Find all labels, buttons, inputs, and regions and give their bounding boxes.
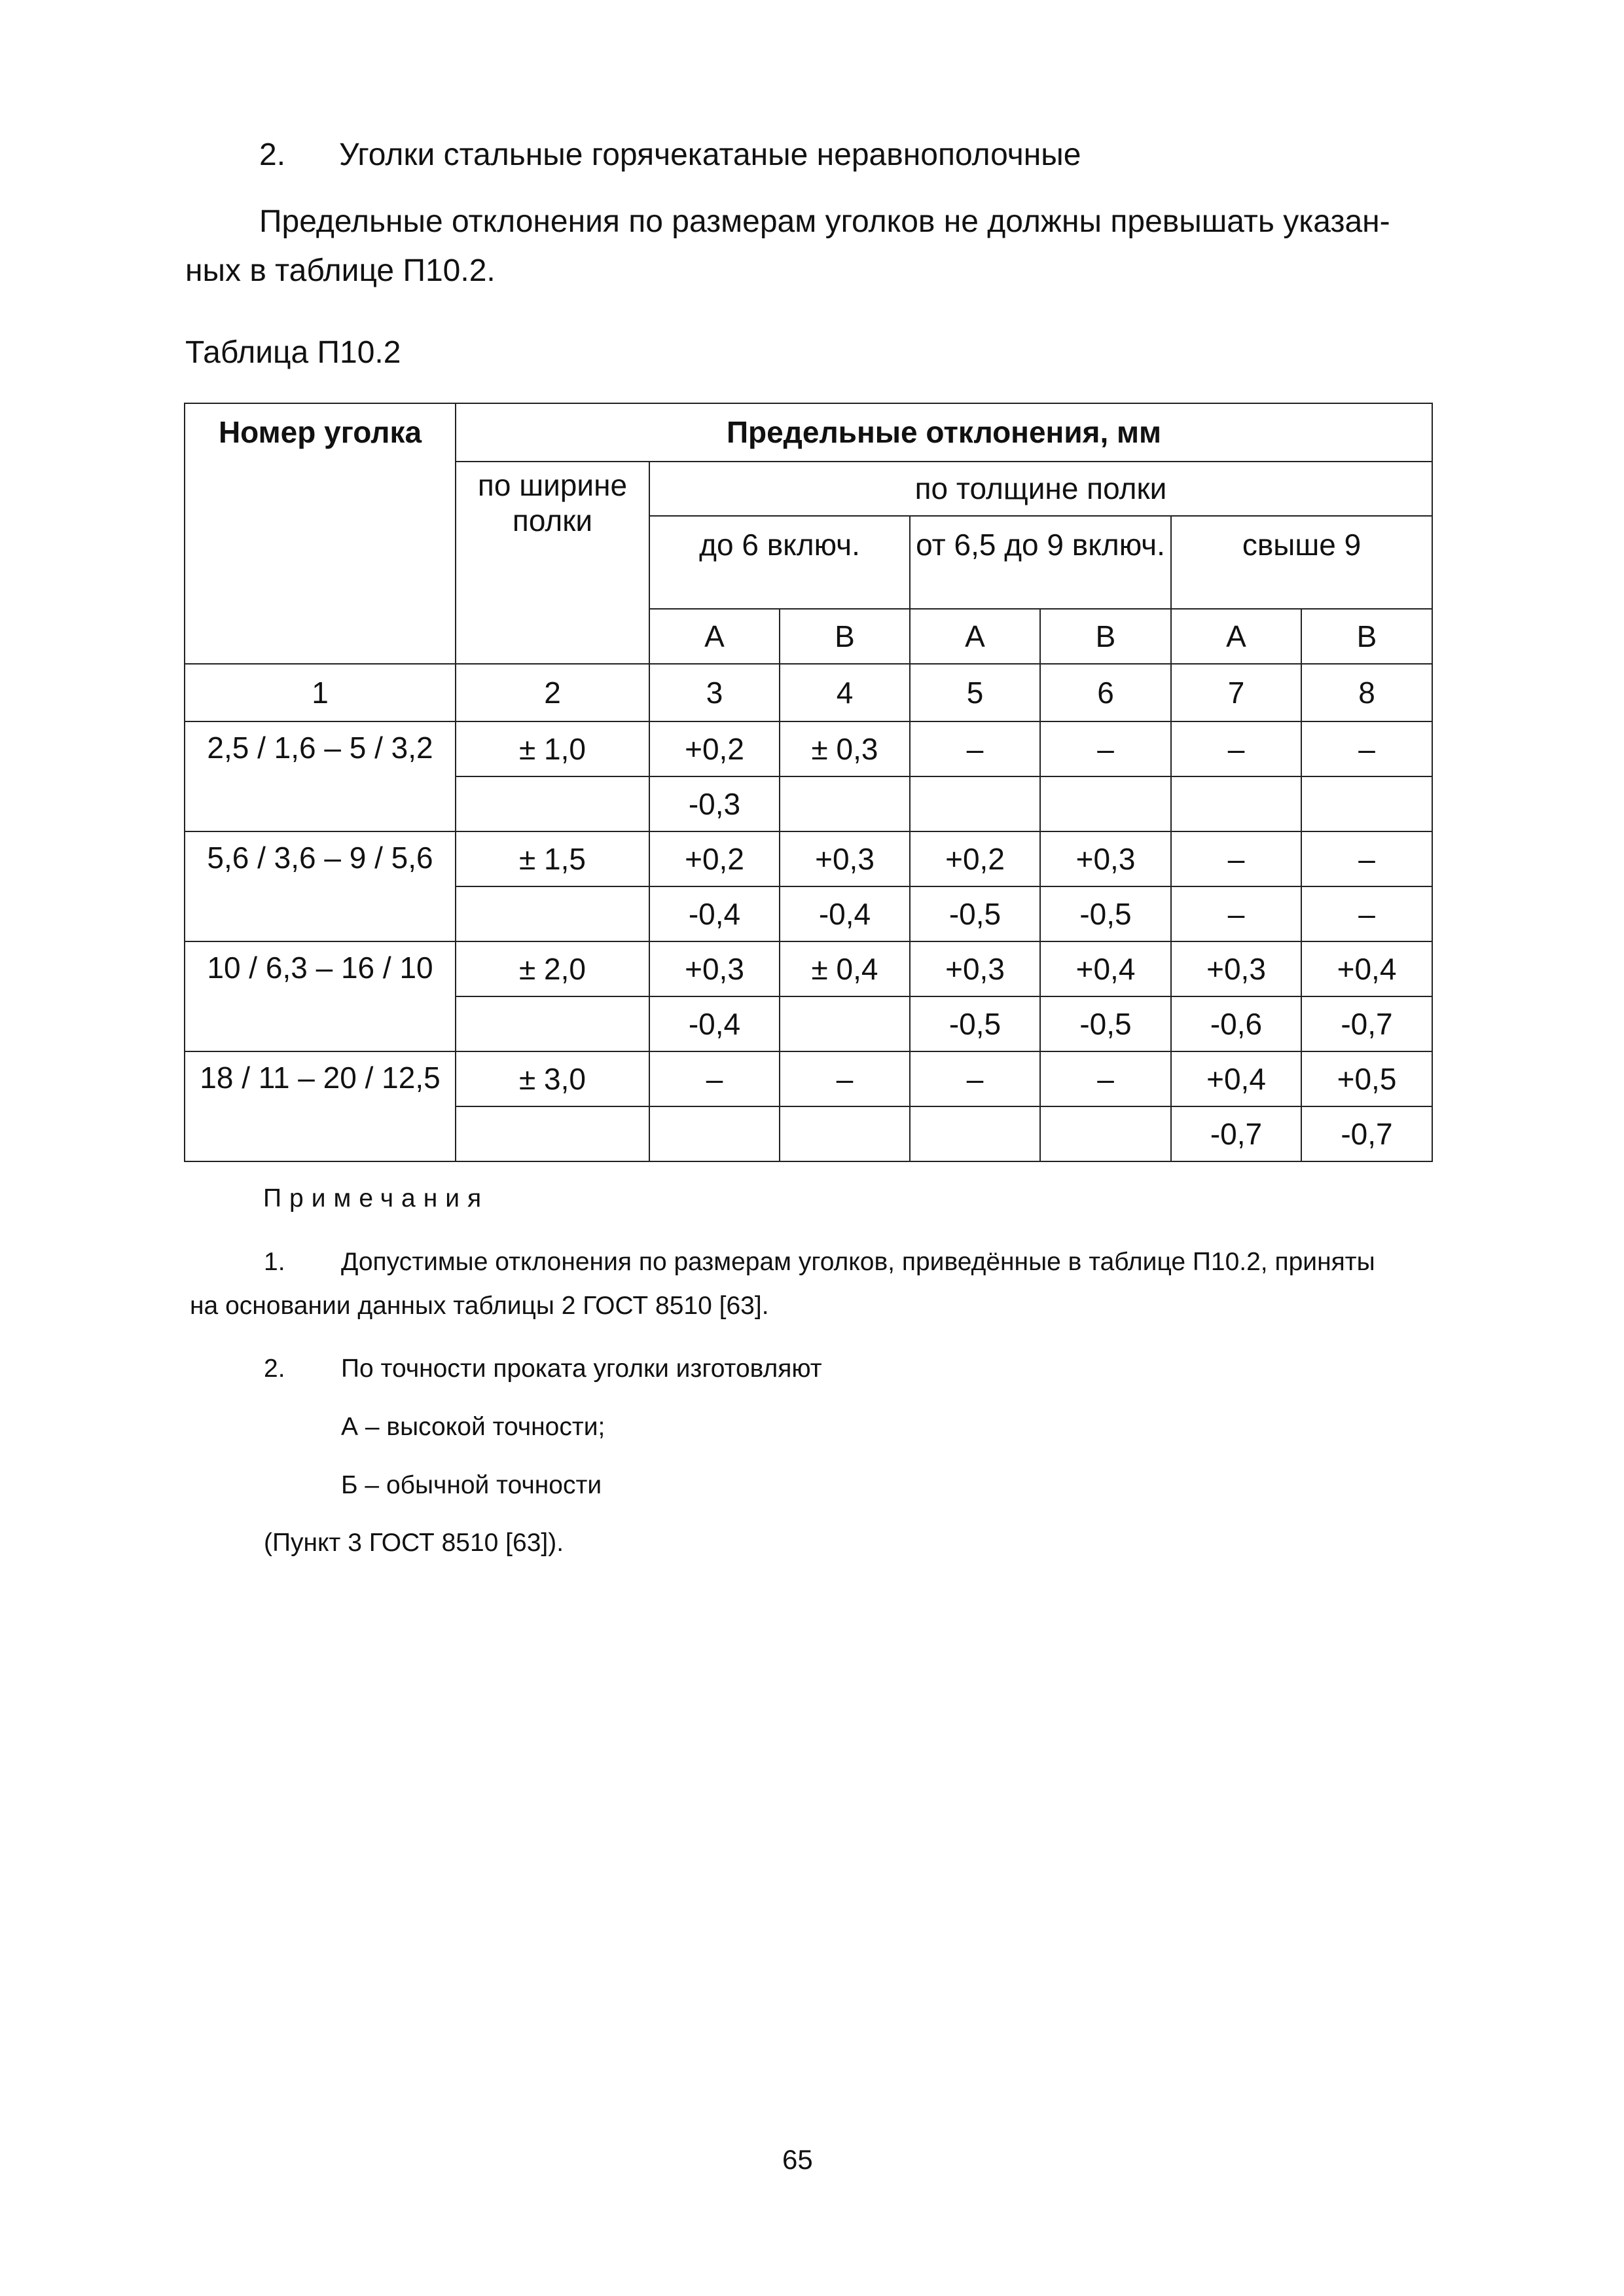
header-deviations: Предельные отклонения, мм: [456, 403, 1432, 462]
lower-deviation-cell: -0,5: [910, 886, 1040, 941]
lower-deviation-cell: -0,5: [1040, 996, 1171, 1051]
column-number: 3: [649, 664, 780, 721]
note-1-number: 1.: [264, 1248, 285, 1276]
notes-title: Примечания: [263, 1184, 490, 1212]
lower-deviation-cell: -0,7: [1301, 996, 1432, 1051]
upper-deviation-cell: +0,3: [1171, 941, 1301, 996]
upper-deviation-cell: +0,3: [780, 831, 910, 886]
section-heading: [259, 136, 1081, 174]
column-number: 1: [185, 664, 456, 721]
column-number: 4: [780, 664, 910, 721]
section-number: 2.: [259, 137, 286, 172]
lower-deviation-cell: [910, 776, 1040, 831]
upper-deviation-cell: –: [1040, 721, 1171, 776]
grade-label: В: [780, 609, 910, 664]
lower-deviation-cell: –: [1171, 886, 1301, 941]
header-from-6-5-to-9: от 6,5 до 9 включ.: [910, 516, 1171, 609]
empty-cell: [456, 1106, 649, 1161]
lower-deviation-cell: -0,7: [1171, 1106, 1301, 1161]
lower-deviation-cell: [780, 776, 910, 831]
upper-deviation-cell: +0,4: [1171, 1051, 1301, 1106]
upper-deviation-cell: –: [910, 721, 1040, 776]
grade-label: А: [649, 609, 780, 664]
angle-number-cell: 2,5 / 1,6 – 5 / 3,2: [185, 721, 456, 831]
lower-deviation-cell: [780, 1106, 910, 1161]
upper-deviation-cell: –: [649, 1051, 780, 1106]
grade-label: В: [1301, 609, 1432, 664]
upper-deviation-cell: –: [910, 1051, 1040, 1106]
lower-deviation-cell: -0,3: [649, 776, 780, 831]
header-up-to-6: до 6 включ.: [649, 516, 910, 609]
section-title: Уголки стальные горячекатаные неравнополочные: [339, 137, 1081, 172]
note-2-text: По точности проката уголки изготовляют: [341, 1355, 822, 1383]
note-1-text: Допустимые отклонения по размерам уголков, приведённые в таблице П10.2, приняты: [341, 1248, 1375, 1276]
page-number: 65: [782, 2144, 813, 2175]
header-width: по ширине полки: [456, 462, 649, 664]
column-number: 2: [456, 664, 649, 721]
upper-deviation-cell: –: [780, 1051, 910, 1106]
empty-cell: [456, 886, 649, 941]
upper-deviation-cell: +0,2: [910, 831, 1040, 886]
upper-deviation-cell: +0,4: [1040, 941, 1171, 996]
note-1-line-1: [264, 1247, 1375, 1278]
upper-deviation-cell: +0,3: [649, 941, 780, 996]
lower-deviation-cell: [780, 996, 910, 1051]
upper-deviation-cell: +0,2: [649, 721, 780, 776]
column-number: 8: [1301, 664, 1432, 721]
column-number: 6: [1040, 664, 1171, 721]
upper-deviation-cell: –: [1301, 831, 1432, 886]
width-deviation-cell: ± 1,5: [456, 831, 649, 886]
grade-label: В: [1040, 609, 1171, 664]
column-number: 7: [1171, 664, 1301, 721]
lower-deviation-cell: [910, 1106, 1040, 1161]
upper-deviation-cell: +0,2: [649, 831, 780, 886]
reference-note: (Пункт 3 ГОСТ 8510 [63]).: [264, 1529, 564, 1557]
lower-deviation-cell: [1171, 776, 1301, 831]
lower-deviation-cell: -0,4: [649, 886, 780, 941]
lower-deviation-cell: -0,5: [1040, 886, 1171, 941]
upper-deviation-cell: +0,4: [1301, 941, 1432, 996]
angle-number-cell: 18 / 11 – 20 / 12,5: [185, 1051, 456, 1161]
lower-deviation-cell: –: [1301, 886, 1432, 941]
note-1-line-2: на основании данных таблицы 2 ГОСТ 8510 [63].: [190, 1292, 769, 1320]
lower-deviation-cell: [1040, 1106, 1171, 1161]
empty-cell: [456, 996, 649, 1051]
intro-line-2: ных в таблице П10.2.: [185, 253, 496, 288]
width-deviation-cell: ± 1,0: [456, 721, 649, 776]
header-angle-number: Номер уголка: [185, 403, 456, 664]
empty-cell: [456, 776, 649, 831]
upper-deviation-cell: –: [1171, 721, 1301, 776]
deviations-table: [184, 403, 1433, 1162]
upper-deviation-cell: –: [1171, 831, 1301, 886]
width-deviation-cell: ± 2,0: [456, 941, 649, 996]
lower-deviation-cell: -0,6: [1171, 996, 1301, 1051]
header-over-9: свыше 9: [1171, 516, 1432, 609]
column-number: 5: [910, 664, 1040, 721]
grade-label: А: [1171, 609, 1301, 664]
grade-label: А: [910, 609, 1040, 664]
lower-deviation-cell: [1040, 776, 1171, 831]
note-2-number: 2.: [264, 1355, 285, 1383]
table-caption: Таблица П10.2: [185, 335, 401, 370]
upper-deviation-cell: –: [1301, 721, 1432, 776]
lower-deviation-cell: -0,4: [780, 886, 910, 941]
upper-deviation-cell: ± 0,4: [780, 941, 910, 996]
upper-deviation-cell: +0,5: [1301, 1051, 1432, 1106]
angle-number-cell: 5,6 / 3,6 – 9 / 5,6: [185, 831, 456, 941]
upper-deviation-cell: ± 0,3: [780, 721, 910, 776]
lower-deviation-cell: [1301, 776, 1432, 831]
lower-deviation-cell: -0,7: [1301, 1106, 1432, 1161]
upper-deviation-cell: –: [1040, 1051, 1171, 1106]
grade-b-note: Б – обычной точности: [341, 1471, 602, 1499]
grade-a-note: А – высокой точности;: [341, 1413, 605, 1441]
angle-number-cell: 10 / 6,3 – 16 / 10: [185, 941, 456, 1051]
intro-line-1: Предельные отклонения по размерам уголков не должны превышать указан-: [259, 204, 1390, 239]
lower-deviation-cell: -0,4: [649, 996, 780, 1051]
header-thickness: по толщине полки: [649, 462, 1432, 516]
lower-deviation-cell: -0,5: [910, 996, 1040, 1051]
upper-deviation-cell: +0,3: [1040, 831, 1171, 886]
width-deviation-cell: ± 3,0: [456, 1051, 649, 1106]
upper-deviation-cell: +0,3: [910, 941, 1040, 996]
note-2: [264, 1354, 822, 1385]
lower-deviation-cell: [649, 1106, 780, 1161]
